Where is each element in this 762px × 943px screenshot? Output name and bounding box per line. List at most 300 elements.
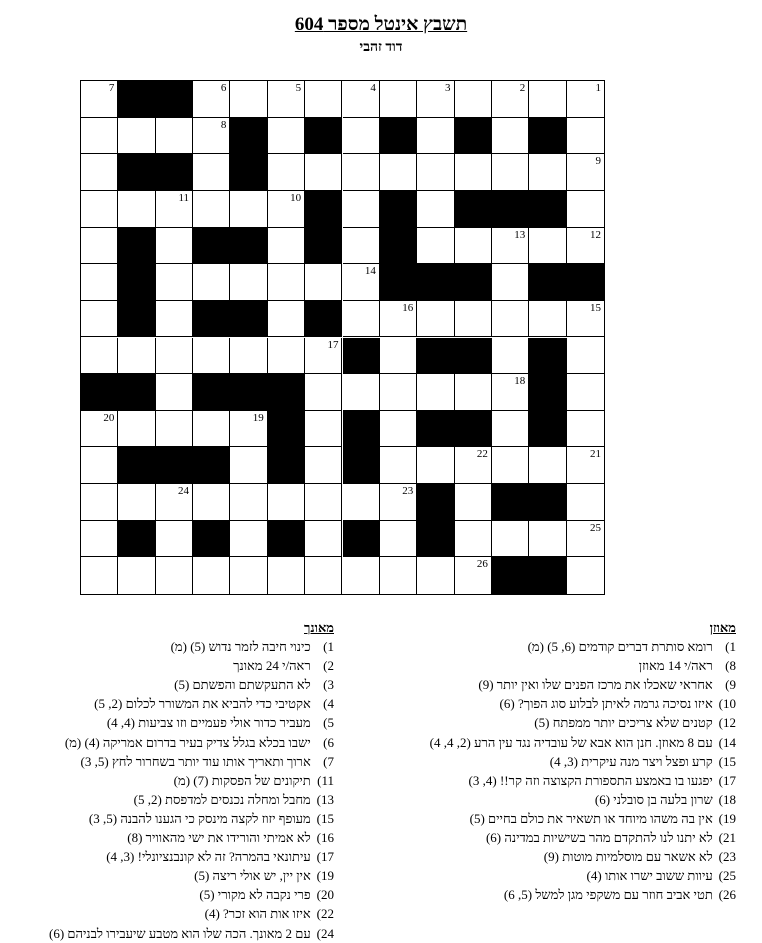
clue-number: 10 [290,191,302,204]
grid-cell[interactable] [118,557,155,594]
grid-cell[interactable] [529,81,566,118]
clue-item [14,790,334,809]
grid-cell[interactable] [455,557,492,594]
clue-item-text: אקטיבי כדי להביא את המשורר לכלום (2, 5) [94,696,311,712]
clue-item-number: 12) [718,715,736,731]
grid-cell[interactable] [268,557,305,594]
grid-cell[interactable] [305,264,342,301]
clue-item-text: מעופף יזוז לקצה מינסק כי הגענו להבנה (5, 3) [88,810,311,826]
grid-cell[interactable] [156,411,193,448]
clue-item-number: 13) [316,791,334,807]
grid-cell[interactable] [268,118,305,155]
grid-cell[interactable] [492,374,529,411]
grid-cell[interactable] [343,118,380,155]
clue-item-number: 17) [316,849,334,865]
clue-item [406,656,736,675]
grid-cell[interactable] [380,521,417,558]
grid-cell[interactable] [193,411,230,448]
grid-cell[interactable] [156,374,193,411]
grid-cell[interactable] [343,484,380,521]
grid-cell[interactable] [305,521,342,558]
clue-item [406,790,736,809]
clue-number: 12 [589,228,601,241]
grid-cell[interactable] [230,447,267,484]
clue-item-text: עם 2 מאונך. הכה שלו הוא מטבע שיעבירו לבניהם (6) [49,925,311,941]
clue-item [14,828,334,847]
grid-cell[interactable] [81,447,118,484]
grid-black-cell [492,191,529,228]
clue-item-text: כינוי חיבה לזמר נדוש (5) (מ) [170,639,311,655]
clue-item [14,694,334,713]
grid-cell[interactable] [343,81,380,118]
grid-black-cell [230,118,267,155]
grid-cell[interactable] [417,301,454,338]
clue-number: 4 [370,82,376,94]
grid-cell[interactable] [81,521,118,558]
grid-cell[interactable] [118,118,155,155]
grid-black-cell [230,374,267,411]
grid-cell[interactable] [343,557,380,594]
grid-cell[interactable] [567,411,604,448]
grid-black-cell [529,411,566,448]
clue-item-text: מעביר כדור אולי פעמיים וזו צביעות (4, 4) [106,715,311,731]
clue-item [406,866,736,885]
grid-cell[interactable] [230,411,267,448]
grid-black-cell [529,191,566,228]
grid-cell[interactable] [268,81,305,118]
clue-item-number: 19) [718,810,736,826]
grid-black-cell [455,264,492,301]
grid-cell[interactable] [492,338,529,375]
clue-item [14,809,334,828]
clue-item-number: 16) [316,830,334,846]
clue-item [406,713,736,732]
clue-number: 15 [589,301,601,314]
grid-black-cell [118,447,155,484]
grid-cell[interactable] [417,557,454,594]
grid-black-cell [230,228,267,265]
grid-black-cell [417,411,454,448]
clue-item-text: אין בה משהו מיוחד או תשאיר את כולם בחיים (5) [469,810,713,826]
grid-cell[interactable] [492,521,529,558]
clue-item-number: 22) [316,906,334,922]
grid-cell[interactable] [455,228,492,265]
clue-item-number: 18) [718,791,736,807]
grid-cell[interactable] [305,81,342,118]
grid-cell[interactable] [492,447,529,484]
grid-cell[interactable] [305,557,342,594]
clue-item-text: ראה/י 24 מאונך [233,658,311,674]
grid-cell[interactable] [118,411,155,448]
grid-cell[interactable] [380,557,417,594]
grid-cell[interactable] [567,557,604,594]
clue-item [406,809,736,828]
clue-number: 13 [514,228,526,241]
clue-item-number: 9) [725,677,736,693]
clue-item-number: 20) [316,887,334,903]
grid-cell[interactable] [305,484,342,521]
down-header: מאונך [304,620,334,635]
grid-cell[interactable] [380,338,417,375]
grid-black-cell [193,228,230,265]
clue-item-text: אחראי שאכלו את מרכז הפנים שלו ואין יותר (9) [478,677,713,693]
grid-black-cell [305,228,342,265]
grid-black-cell [305,301,342,338]
grid-cell[interactable] [305,154,342,191]
clue-item-number: 15) [316,810,334,826]
grid-cell[interactable] [529,228,566,265]
clue-item-text: רומא סותרת דברים קודמים (6, 5) (מ) [527,639,713,655]
grid-black-cell [118,521,155,558]
grid-black-cell [118,228,155,265]
clue-number: 25 [589,521,601,534]
clue-item-text: איזו נסיכה גרמה לאיתן לבלוע סוג הפוך? (6) [499,696,713,712]
clue-item-number: 7) [323,753,334,769]
grid-cell[interactable] [380,447,417,484]
grid-cell[interactable] [380,484,417,521]
grid-cell[interactable] [230,484,267,521]
grid-black-cell [156,81,193,118]
grid-cell[interactable] [268,264,305,301]
clue-item-text: קטנים שלא צריכים יותר ממפתח (5) [534,715,713,731]
clue-item [14,656,334,675]
clue-item [14,924,334,943]
grid-cell[interactable] [268,228,305,265]
grid-cell[interactable] [81,118,118,155]
clue-item-text: לא אשאר עם מוסלמיות מוטות (9) [543,849,713,865]
clue-item-number: 25) [718,868,736,884]
grid-black-cell [118,154,155,191]
grid-cell[interactable] [455,301,492,338]
clue-item-number: 1) [725,639,736,655]
grid-cell[interactable] [417,228,454,265]
grid-black-cell [118,374,155,411]
clue-item-number: 10) [718,696,736,712]
grid-cell[interactable] [417,191,454,228]
clue-number: 17 [327,338,339,351]
clue-number: 8 [220,118,227,131]
across-header: מאוזן [709,620,736,635]
clue-number: 5 [295,82,302,94]
grid-cell[interactable] [380,81,417,118]
grid-cell[interactable] [417,447,454,484]
clue-item-number: 2) [323,658,334,674]
across-clues [406,618,736,904]
clue-item-text: לא יתנו לנו להתקדם מהר בשישיות במדינה (6) [485,830,713,846]
grid-cell[interactable] [268,484,305,521]
clue-item-number: 24) [316,925,334,941]
grid-black-cell [268,411,305,448]
grid-cell[interactable] [193,484,230,521]
grid-cell[interactable] [156,557,193,594]
grid-cell[interactable] [193,81,230,118]
grid-cell[interactable] [380,154,417,191]
clue-item-text: ישבו בכלא בגלל צדיק בעיר בדרום אמריקה (4) (מ) [64,734,311,750]
grid-cell[interactable] [268,338,305,375]
grid-cell[interactable] [305,411,342,448]
grid-cell[interactable] [193,191,230,228]
grid-black-cell [455,411,492,448]
clue-item-number: 17) [718,772,736,788]
grid-cell[interactable] [455,521,492,558]
grid-black-cell [343,447,380,484]
grid-cell[interactable] [567,81,604,118]
clue-item-text: עיתונאי בהמרה? זה לא קונבנציונלי! (3, 4) [106,849,311,865]
clue-item-text: לא התעקשתם והפשתם (5) [174,677,311,693]
grid-cell[interactable] [81,81,118,118]
grid-cell[interactable] [567,447,604,484]
clue-number: 19 [252,411,264,424]
grid-cell[interactable] [343,154,380,191]
clue-item-number: 21) [718,830,736,846]
grid-cell[interactable] [81,301,118,338]
grid-black-cell [193,301,230,338]
clue-item-text: אין יין, יש אולי ריצה (5) [194,868,311,884]
grid-cell[interactable] [305,338,342,375]
clue-number: 2 [519,82,526,94]
grid-cell[interactable] [417,81,454,118]
grid-cell[interactable] [81,338,118,375]
grid-black-cell [567,264,604,301]
grid-black-cell [417,264,454,301]
grid-cell[interactable] [156,484,193,521]
grid-cell[interactable] [529,301,566,338]
clue-item-number: 3) [323,677,334,693]
grid-black-cell [343,411,380,448]
grid-cell[interactable] [230,191,267,228]
grid-black-cell [417,484,454,521]
clue-item-text: עם 8 מאוזן. חנן הוא אבא של עובדיה נגד עין הרע (2, 4, 4) [429,734,713,750]
grid-cell[interactable] [343,264,380,301]
clue-item-number: 5) [323,715,334,731]
grid-cell[interactable] [193,557,230,594]
grid-cell[interactable] [567,191,604,228]
grid-cell[interactable] [81,154,118,191]
grid-black-cell [380,191,417,228]
grid-black-cell [380,228,417,265]
grid-cell[interactable] [492,118,529,155]
grid-cell[interactable] [455,154,492,191]
grid-cell[interactable] [156,191,193,228]
grid-cell[interactable] [81,557,118,594]
grid-black-cell [156,447,193,484]
grid-cell[interactable] [305,447,342,484]
clue-item [406,694,736,713]
grid-cell[interactable] [230,521,267,558]
clue-item-number: 8) [725,658,736,674]
down-clue-list [14,637,334,943]
grid-black-cell [193,374,230,411]
grid-black-cell [529,557,566,594]
clue-item [14,885,334,904]
grid-cell[interactable] [417,374,454,411]
grid-black-cell [81,374,118,411]
grid-cell[interactable] [380,411,417,448]
grid-black-cell [268,521,305,558]
clue-item-text: פרי נקבה לא מקורי (5) [199,887,311,903]
grid-cell[interactable] [492,411,529,448]
grid-cell[interactable] [193,154,230,191]
grid-cell[interactable] [343,301,380,338]
grid-black-cell [455,338,492,375]
grid-black-cell [156,154,193,191]
clue-item [406,733,736,752]
grid-black-cell [118,264,155,301]
grid-black-cell [230,301,267,338]
clue-item-number: 1) [323,639,334,655]
clue-number: 9 [595,155,601,168]
grid-cell[interactable] [380,301,417,338]
clue-item [14,713,334,732]
clue-item-text: ראה/י 14 מאוזן [638,658,713,674]
clue-item-text: קרע ופצל ויצר מנה עיקרית (3, 4) [549,753,713,769]
grid-cell[interactable] [567,301,604,338]
clue-number: 1 [595,82,601,94]
clue-item-number: 4) [323,696,334,712]
clue-item-number: 15) [718,753,736,769]
grid-cell[interactable] [417,154,454,191]
grid-cell[interactable] [118,191,155,228]
clue-item-text: עיוות ששוב ישרו אותו (4) [586,868,713,884]
grid-cell[interactable] [230,557,267,594]
grid-cell[interactable] [193,338,230,375]
grid-black-cell [230,154,267,191]
grid-cell[interactable] [567,484,604,521]
clue-item-text: שרון בלעה בן סובלני (6) [594,791,713,807]
clue-item [14,771,334,790]
grid-black-cell [118,81,155,118]
clue-number: 26 [476,558,488,571]
puzzle-title: תשבץ אינטל מספר 604 [294,14,468,35]
grid-black-cell [193,447,230,484]
grid-cell[interactable] [305,374,342,411]
grid-cell[interactable] [81,191,118,228]
grid-black-cell [492,557,529,594]
grid-cell[interactable] [567,154,604,191]
grid-black-cell [343,338,380,375]
grid-black-cell [305,191,342,228]
clue-item-number: 26) [718,887,736,903]
crossword-grid [80,80,605,595]
grid-cell[interactable] [567,521,604,558]
clue-item-number: 19) [316,868,334,884]
grid-cell[interactable] [268,301,305,338]
clue-item [14,637,334,656]
grid-cell[interactable] [268,191,305,228]
grid-cell[interactable] [343,374,380,411]
grid-black-cell [529,118,566,155]
clue-item [406,637,736,656]
grid-cell[interactable] [529,521,566,558]
grid-cell[interactable] [193,264,230,301]
clue-item [14,904,334,923]
grid-black-cell [529,338,566,375]
grid-cell[interactable] [529,447,566,484]
clue-item [406,828,736,847]
clue-number: 6 [220,82,227,94]
grid-cell[interactable] [156,264,193,301]
grid-cell[interactable] [193,118,230,155]
grid-cell[interactable] [230,264,267,301]
grid-black-cell [268,447,305,484]
grid-cell[interactable] [268,154,305,191]
clue-number: 20 [103,411,115,424]
clue-item [406,847,736,866]
clue-number: 23 [402,485,414,498]
grid-cell[interactable] [81,484,118,521]
grid-cell[interactable] [492,81,529,118]
clue-item-text: מחבל ומחלה נכנסים למדפסת (2, 5) [133,791,311,807]
grid-black-cell [455,118,492,155]
clue-number: 11 [178,191,190,204]
grid-cell[interactable] [81,228,118,265]
grid-cell[interactable] [455,374,492,411]
grid-cell[interactable] [492,228,529,265]
grid-cell[interactable] [156,118,193,155]
grid-cell[interactable] [417,118,454,155]
grid-black-cell [492,484,529,521]
grid-cell[interactable] [455,447,492,484]
grid-cell[interactable] [81,411,118,448]
grid-cell[interactable] [492,301,529,338]
grid-black-cell [417,338,454,375]
grid-cell[interactable] [156,338,193,375]
clue-item-number: 6) [323,734,334,750]
clue-number: 18 [514,375,526,388]
clue-item-number: 14) [718,734,736,750]
clue-number: 14 [364,265,376,278]
grid-cell[interactable] [81,264,118,301]
grid-cell[interactable] [230,81,267,118]
clue-item-text: יפגעו בו באמצע התספורת הקצוצה וזה קר!! (4, 3) [468,772,713,788]
down-clues [14,618,334,943]
grid-cell[interactable] [492,154,529,191]
grid-cell[interactable] [455,81,492,118]
clue-item [14,752,334,771]
grid-black-cell [529,374,566,411]
grid-cell[interactable] [567,118,604,155]
grid-cell[interactable] [156,521,193,558]
grid-black-cell [529,264,566,301]
grid-cell[interactable] [118,484,155,521]
grid-cell[interactable] [156,301,193,338]
clue-item [406,752,736,771]
grid-cell[interactable] [156,228,193,265]
grid-cell[interactable] [118,338,155,375]
clue-number: 3 [445,82,451,94]
grid-black-cell [193,521,230,558]
clue-item-text: תטי אביב חוזר עם משקפי מגן למשל (5, 6) [503,887,713,903]
grid-cell[interactable] [492,264,529,301]
clue-item [406,885,736,904]
clue-item [406,675,736,694]
across-clue-list [406,637,736,904]
grid-cell[interactable] [567,228,604,265]
grid-black-cell [380,264,417,301]
grid-black-cell [455,191,492,228]
clue-item [14,733,334,752]
grid-cell[interactable] [529,154,566,191]
grid-cell[interactable] [343,228,380,265]
grid-cell[interactable] [567,374,604,411]
grid-cell[interactable] [380,374,417,411]
grid-cell[interactable] [343,191,380,228]
grid-cell[interactable] [567,338,604,375]
clue-item [14,866,334,885]
grid-cell[interactable] [230,338,267,375]
grid-cell[interactable] [455,484,492,521]
clue-item-number: 23) [718,849,736,865]
